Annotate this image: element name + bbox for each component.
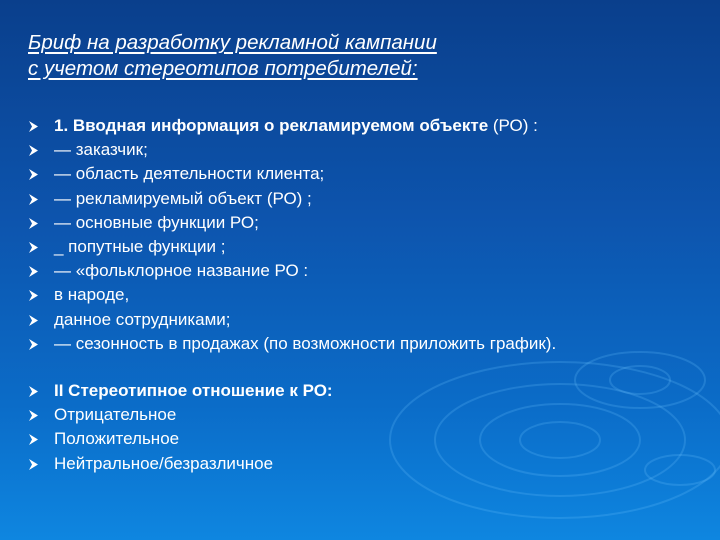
list-item-text: — заказчик; bbox=[54, 140, 148, 160]
title-line-2: с учетом стереотипов потребителей: bbox=[28, 57, 418, 80]
arrowhead-bullet-icon bbox=[28, 194, 39, 205]
arrowhead-bullet-icon bbox=[28, 121, 39, 132]
list-item bbox=[28, 403, 333, 427]
list-item-text: — основные функции РО; bbox=[54, 212, 259, 232]
list-item-text: Положительное bbox=[54, 429, 180, 449]
list-item bbox=[28, 162, 556, 186]
list-item bbox=[28, 114, 556, 138]
list-item bbox=[28, 452, 333, 476]
list-item bbox=[28, 308, 556, 332]
title-line-1: Бриф на разработку рекламной кампании bbox=[28, 31, 437, 54]
list-item bbox=[28, 138, 556, 162]
arrowhead-bullet-icon bbox=[28, 266, 39, 277]
list-item bbox=[28, 427, 333, 451]
list-item bbox=[28, 283, 556, 307]
list-item-text: — рекламируемый объект (РО) ; bbox=[54, 188, 312, 208]
arrowhead-bullet-icon bbox=[28, 339, 39, 350]
list-item-text: — сезонность в продажах (по возможности приложить график). bbox=[54, 333, 557, 353]
list-item-text: в народе, bbox=[54, 285, 130, 305]
arrowhead-bullet-icon bbox=[28, 218, 39, 229]
list-item-text: — «фольклорное название РО : bbox=[54, 261, 309, 281]
arrowhead-bullet-icon bbox=[28, 145, 39, 156]
list-item-text: данное сотрудниками; bbox=[54, 309, 231, 329]
list-item-text: Отрицательное bbox=[54, 405, 177, 425]
arrowhead-bullet-icon bbox=[28, 410, 39, 421]
list-item-text: — область деятельности клиента; bbox=[54, 164, 325, 184]
list-item-bold-text: 1. Вводная информация о рекламируемом объекте bbox=[54, 116, 489, 135]
list-item-bold-text: II Стереотипное отношение к РО: bbox=[54, 381, 333, 400]
list-item bbox=[28, 332, 556, 356]
arrowhead-bullet-icon bbox=[28, 242, 39, 253]
list-item bbox=[28, 259, 556, 283]
arrowhead-bullet-icon bbox=[28, 290, 39, 301]
arrowhead-bullet-icon bbox=[28, 386, 39, 397]
list-item-text: (РО) : bbox=[488, 116, 538, 135]
brief-list-section-2 bbox=[28, 379, 333, 476]
list-item bbox=[28, 379, 333, 403]
slide-title bbox=[28, 30, 648, 82]
list-item bbox=[28, 211, 556, 235]
arrowhead-bullet-icon bbox=[28, 169, 39, 180]
list-item bbox=[28, 235, 556, 259]
list-item-text: _ попутные функции ; bbox=[54, 236, 226, 256]
brief-list-section-1 bbox=[28, 114, 556, 356]
list-item-text: Нейтральное/безразличное bbox=[54, 453, 274, 473]
list-item bbox=[28, 187, 556, 211]
arrowhead-bullet-icon bbox=[28, 434, 39, 445]
arrowhead-bullet-icon bbox=[28, 459, 39, 470]
arrowhead-bullet-icon bbox=[28, 315, 39, 326]
